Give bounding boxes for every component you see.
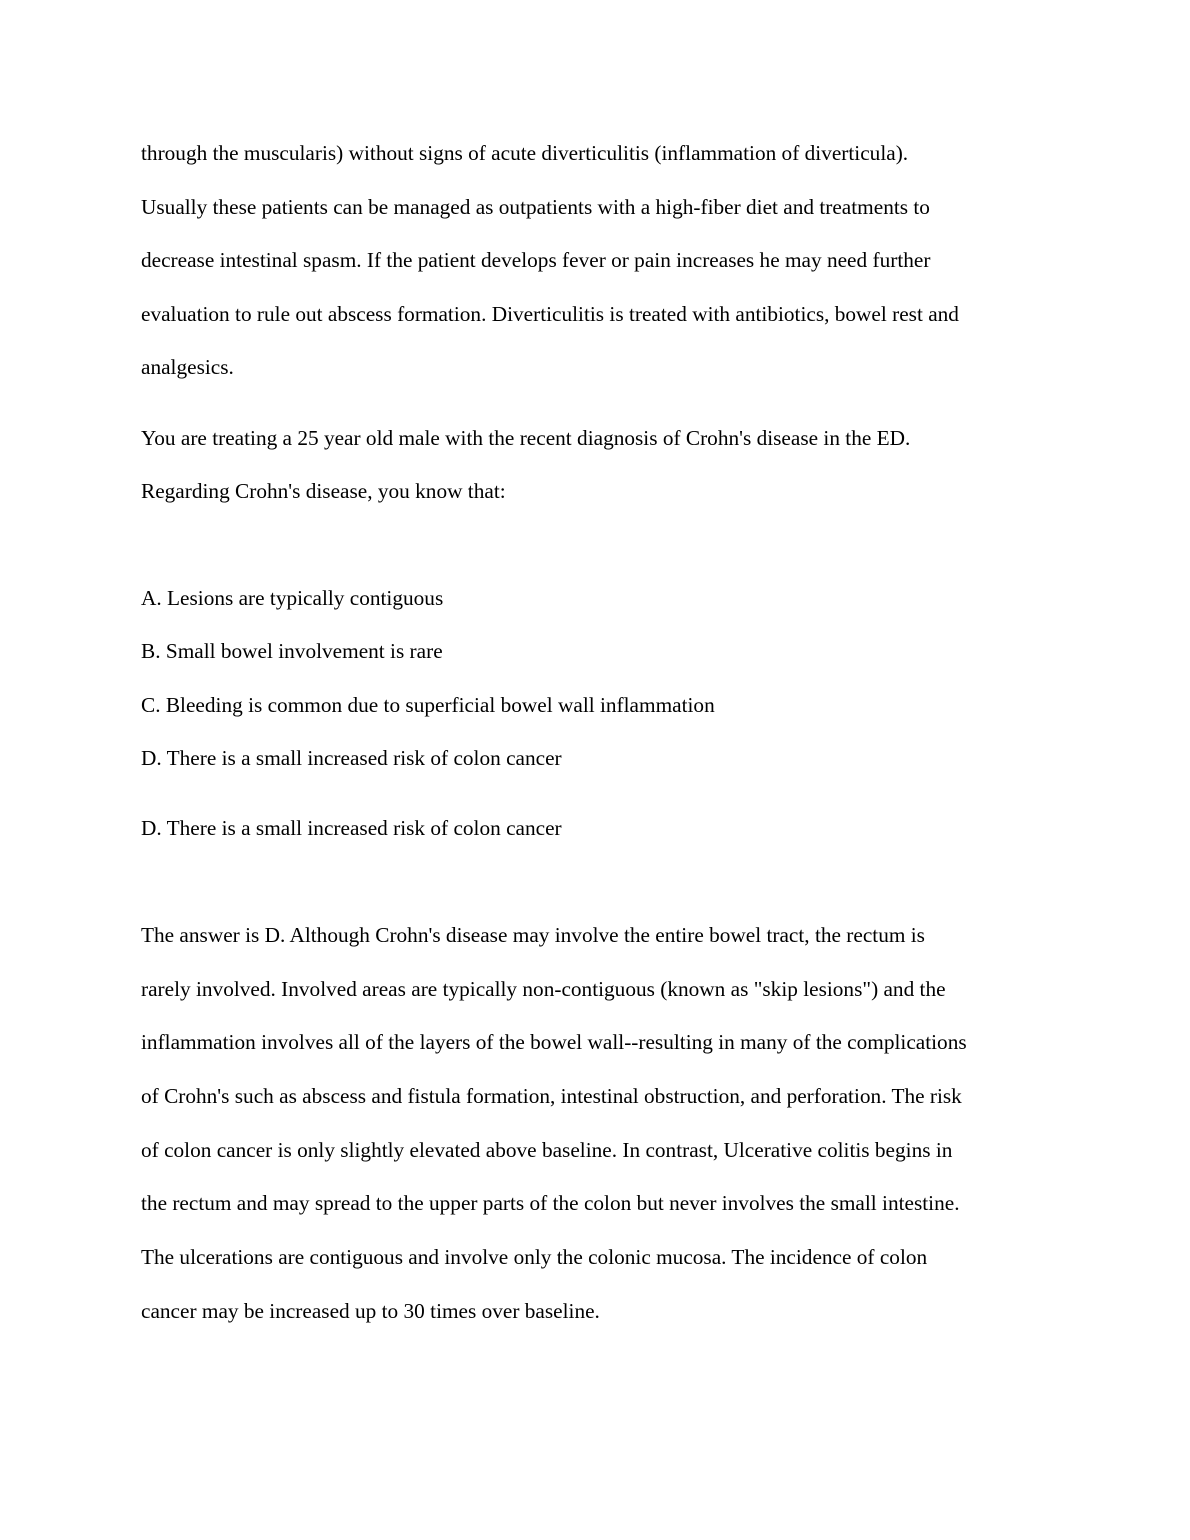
question-line: You are treating a 25 year old male with the recent diagnosis of Crohn's disease in the ED. (141, 426, 911, 450)
option-a: A. Lesions are typically contiguous (141, 586, 444, 610)
explanation-line: the rectum and may spread to the upper parts of the colon but never involves the small intestine. (141, 1191, 960, 1215)
intro-line: analgesics. (141, 355, 234, 379)
option-b: B. Small bowel involvement is rare (141, 639, 443, 663)
explanation-line: rarely involved. Involved areas are typically non-contiguous (known as "skip lesions") and the (141, 977, 946, 1001)
intro-line: through the muscularis) without signs of acute diverticulitis (inflammation of diverticula). (141, 141, 909, 165)
explanation-line: The ulcerations are contiguous and involve only the colonic mucosa. The incidence of colon (141, 1245, 928, 1269)
selected-answer: D. There is a small increased risk of colon cancer (141, 816, 562, 840)
option-c: C. Bleeding is common due to superficial bowel wall inflammation (141, 693, 715, 717)
intro-line: Usually these patients can be managed as outpatients with a high-fiber diet and treatments to (141, 195, 930, 219)
question-line: Regarding Crohn's disease, you know that: (141, 479, 506, 503)
explanation-line: of Crohn's such as abscess and fistula formation, intestinal obstruction, and perforation. The risk (141, 1084, 962, 1108)
explanation-line: cancer may be increased up to 30 times over baseline. (141, 1299, 600, 1323)
intro-line: decrease intestinal spasm. If the patient develops fever or pain increases he may need further (141, 248, 931, 272)
option-d: D. There is a small increased risk of colon cancer (141, 746, 562, 770)
explanation-line: of colon cancer is only slightly elevated above baseline. In contrast, Ulcerative colitis begins in (141, 1138, 953, 1162)
intro-line: evaluation to rule out abscess formation. Diverticulitis is treated with antibiotics, bowel rest and (141, 302, 959, 326)
explanation-line: inflammation involves all of the layers of the bowel wall--resulting in many of the complications (141, 1030, 967, 1054)
explanation-line: The answer is D. Although Crohn's disease may involve the entire bowel tract, the rectum is (141, 923, 925, 947)
